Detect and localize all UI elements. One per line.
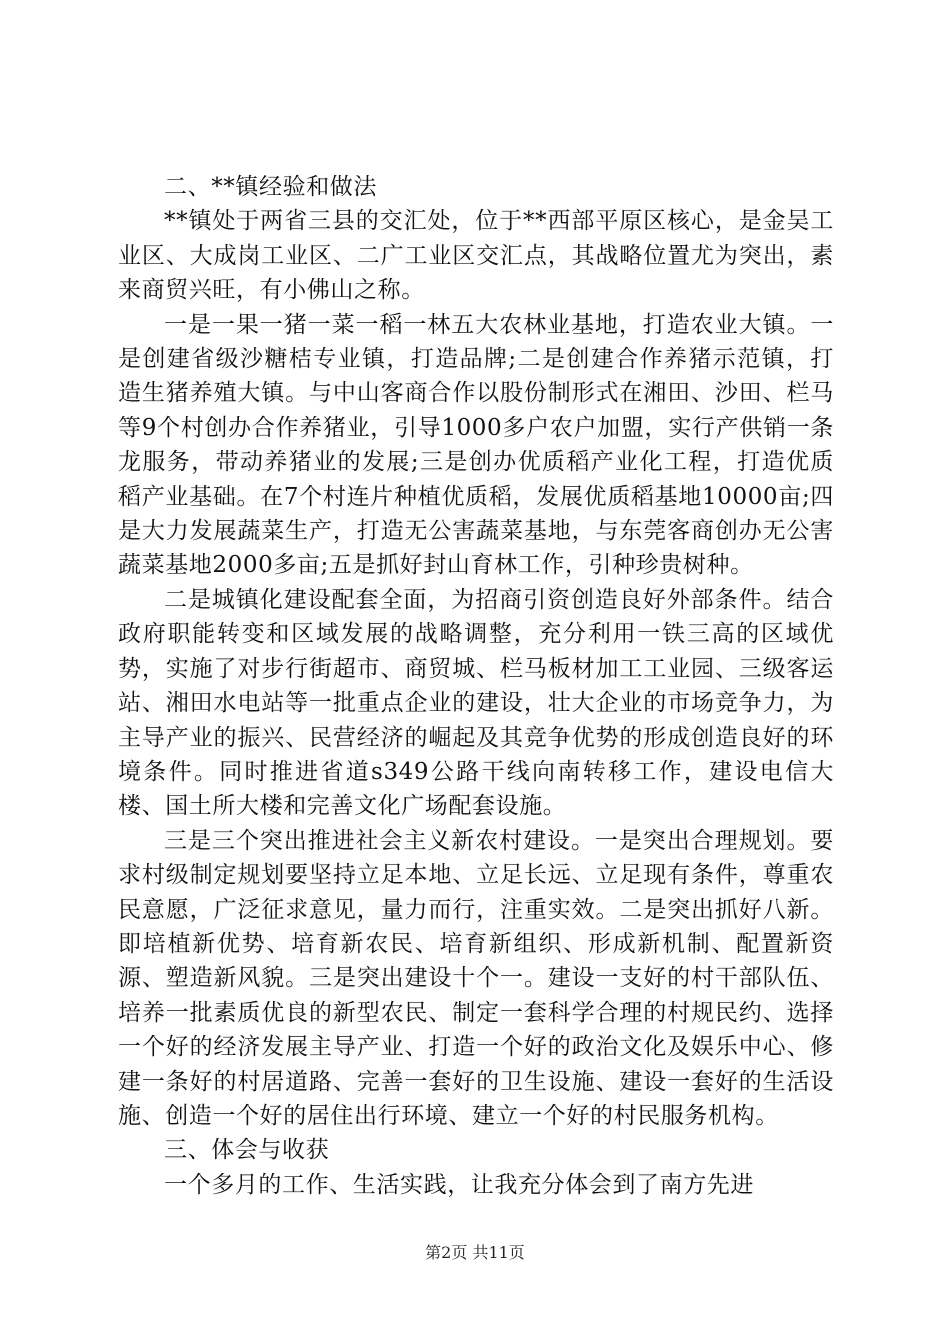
paragraph-urbanization: 二是城镇化建设配套全面，为招商引资创造良好外部条件。结合政府职能转变和区域发展的战略调整，充分利用一铁三高的区域优势，实施了对步行街超市、商贸城、栏马板材加工工业园、三级客运站、湘田水电站等一批重点企业的建设，壮大企业的市场竞争力，为主导产业的振兴、民营经济的崛起及其竞争优势的形成创造良好的环境条件。同时推进省道s349公路干线向南转移工作，建设电信大楼、国土所大楼和完善文化广场配套设施。 [118,586,834,820]
section-heading-reflections: 三、体会与收获 [164,1137,330,1164]
paragraph-new-countryside: 三是三个突出推进社会主义新农村建设。一是突出合理规划。要求村级制定规划要坚持立足本地、立足长远、立足现有条件，尊重农民意愿，广泛征求意见，量力而行，注重实效。二是突出抓好八新。即培植新优势、培育新农民、培育新组织、形成新机制、配置新资源、塑造新风貌。三是突出建设十个一。建设一支好的村干部队伍、培养一批素质优良的新型农民、制定一套科学合理的村规民约、选择一个好的经济发展主导产业、打造一个好的政治文化及娱乐中心、修建一条好的村居道路、完善一套好的卫生设施、建设一套好的生活设施、创造一个好的居住出行环境、建立一个好的村民服务机构。 [118,827,834,1129]
paragraph-agriculture-bases: 一是一果一猪一菜一稻一林五大农林业基地，打造农业大镇。一是创建省级沙糖桔专业镇，打造品牌;二是创建合作养猪示范镇，打造生猪养殖大镇。与中山客商合作以股份制形式在湘田、沙田、栏马等9个村创办合作养猪业，引导1000多户农户加盟，实行产供销一条龙服务，带动养猪业的发展;三是创办优质稻产业化工程，打造优质稻产业基础。在7个村连片种植优质稻，发展优质稻基地10000亩;四是大力发展蔬菜生产，打造无公害蔬菜基地，与东莞客商创办无公害蔬菜基地2000多亩;五是抓好封山育林工作，引种珍贵树种。 [118,311,834,579]
document-body [118,170,834,1202]
page-number-footer: 第2页 共11页 [425,1243,525,1262]
paragraph-reflections-start: 一个多月的工作、生活实践，让我充分体会到了南方先进 [164,1171,754,1198]
section-heading-experience: 二、**镇经验和做法 [164,174,377,200]
paragraph-town-overview: **镇处于两省三县的交汇处，位于**西部平原区核心，是金吴工业区、大成岗工业区、二广工业区交汇点，其战略位置尤为突出，素来商贸兴旺，有小佛山之称。 [118,208,834,304]
